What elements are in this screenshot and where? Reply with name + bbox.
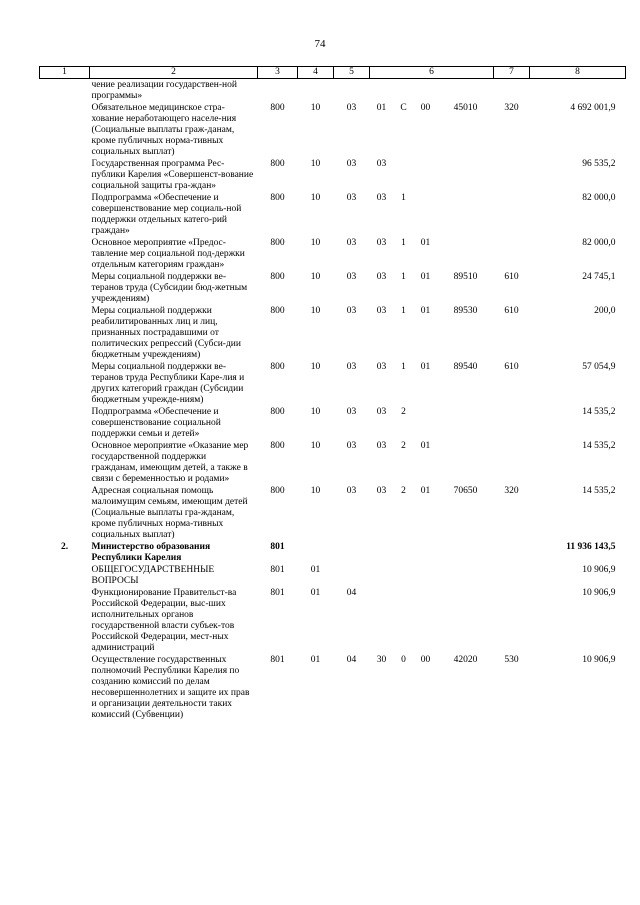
row-amount: 57 054,9: [582, 362, 616, 372]
page-number: 74: [314, 38, 326, 50]
row-subsection-code: 04: [346, 588, 357, 598]
table-row: [40, 79, 626, 103]
header-col-5: 5: [334, 67, 370, 79]
row-target-direction: 89510: [453, 272, 478, 282]
row-name: Основное мероприятие «Предос-тавление мер социальной под-держки отдельным категориям граждан»: [91, 238, 245, 270]
table-row: [40, 541, 626, 564]
row-expense-type: [494, 192, 530, 237]
row-target-program: [370, 541, 394, 564]
row-section-code: 10: [310, 306, 321, 316]
row-index: [40, 564, 90, 587]
row-target-activity: 01: [420, 306, 431, 316]
row-ministry-code: 801: [270, 588, 285, 598]
row-target-program: 03: [376, 306, 387, 316]
budget-table: [39, 66, 626, 721]
row-target-direction: [438, 541, 494, 564]
row-expense-type: [494, 237, 530, 271]
row-name: ОБЩЕГОСУДАРСТВЕННЫЕ ВОПРОСЫ: [91, 565, 215, 586]
row-subsection-code: 03: [346, 193, 357, 203]
row-target-activity: 01: [420, 441, 431, 451]
row-section-code: 10: [310, 362, 321, 372]
row-index: [40, 237, 90, 271]
row-index: [40, 440, 90, 485]
row-ministry-code: 800: [270, 407, 285, 417]
row-target-program: 03: [376, 238, 387, 248]
row-subsection-code: 04: [346, 655, 357, 665]
row-section-code: [298, 541, 334, 564]
row-amount: 200,0: [594, 306, 616, 316]
table-row: [40, 440, 626, 485]
row-section-code: 10: [310, 159, 321, 169]
row-expense-type: [494, 564, 530, 587]
table-row: [40, 158, 626, 192]
row-index: 2.: [60, 542, 69, 552]
header-col-2: 2: [90, 67, 258, 79]
row-expense-type: [494, 541, 530, 564]
row-target-direction: [438, 406, 494, 440]
row-subsection-code: 03: [346, 238, 357, 248]
row-subsection-code: 03: [346, 306, 357, 316]
table-row: [40, 361, 626, 406]
row-section-code: 10: [310, 407, 321, 417]
row-amount: 10 906,9: [582, 565, 616, 575]
row-target-activity: 01: [420, 272, 431, 282]
header-col-7: 7: [494, 67, 530, 79]
row-target-direction: 89530: [453, 306, 478, 316]
row-subsection-code: 03: [346, 272, 357, 282]
row-expense-type: [494, 587, 530, 654]
row-amount: 14 535,2: [582, 441, 616, 451]
row-target-activity: [414, 79, 438, 103]
row-name: чение реализации государствен-ной программы»: [91, 80, 237, 101]
table-row: [40, 654, 626, 721]
row-target-program: 03: [376, 193, 387, 203]
row-amount: 10 906,9: [582, 655, 616, 665]
table-body: [40, 79, 626, 722]
row-ministry-code: 800: [270, 103, 285, 113]
row-target-program: 03: [376, 486, 387, 496]
row-target-subprogram: [394, 158, 414, 192]
row-target-subprogram: С: [400, 103, 407, 113]
row-section-code: 10: [310, 238, 321, 248]
table-header: [40, 67, 626, 79]
row-target-program: 01: [376, 103, 387, 113]
row-target-subprogram: 1: [401, 193, 406, 203]
row-target-program: [370, 79, 394, 103]
row-ministry-code: 800: [270, 272, 285, 282]
row-subsection-code: [334, 564, 370, 587]
row-target-program: 03: [376, 272, 387, 282]
row-target-subprogram: 0: [401, 655, 406, 665]
row-target-direction: [438, 79, 494, 103]
row-name: Обязательное медицинское стра-хование неработающего населе-ния (Социальные выплаты граж-данам, кроме публичных норма-тивных социальных выплат): [91, 103, 237, 157]
row-ministry-code: 801: [270, 565, 285, 575]
row-expense-type: [494, 406, 530, 440]
row-target-direction: 45010: [453, 103, 478, 113]
header-col-3: 3: [258, 67, 298, 79]
row-target-subprogram: 1: [401, 306, 406, 316]
row-subsection-code: 03: [346, 103, 357, 113]
row-target-program: 03: [376, 159, 387, 169]
row-name: Министерство образования Республики Карелия: [91, 542, 211, 563]
row-expense-type: [494, 79, 530, 103]
row-name: Меры социальной поддержки ве-теранов труда Республики Каре-лия и других категорий граждан (Субсидии бюджетным учрежде-ниям): [91, 362, 245, 405]
row-ministry-code: 800: [270, 159, 285, 169]
row-subsection-code: 03: [346, 486, 357, 496]
row-target-program: [370, 564, 394, 587]
row-name: Меры социальной поддержки реабилитированных лиц и лиц, признанных пострадавшими от политических репрессий (Субси-дии бюджетным учреждениям): [91, 306, 241, 360]
row-section-code: 01: [310, 588, 321, 598]
row-section-code: 10: [310, 486, 321, 496]
row-target-direction: [438, 237, 494, 271]
row-target-direction: [438, 192, 494, 237]
row-name: Осуществление государственных полномочий Республики Карелия по созданию комиссий по делам несовершеннолетних и защите их прав и организации деятельности таких комиссий (Субвенции): [91, 655, 250, 720]
row-index: [40, 406, 90, 440]
row-section-code: 10: [310, 272, 321, 282]
row-target-program: 30: [376, 655, 387, 665]
row-ministry-code: 800: [270, 193, 285, 203]
row-target-direction: 70650: [453, 486, 478, 496]
row-amount: 82 000,0: [582, 238, 616, 248]
row-amount: 14 535,2: [582, 407, 616, 417]
row-expense-type: 320: [504, 103, 519, 113]
row-amount: 10 906,9: [582, 588, 616, 598]
row-target-activity: 00: [420, 655, 431, 665]
row-target-activity: 01: [420, 238, 431, 248]
row-target-subprogram: [394, 587, 414, 654]
row-ministry-code: 800: [270, 486, 285, 496]
row-ministry-code: 801: [270, 655, 285, 665]
row-ministry-code: [258, 79, 298, 103]
row-subsection-code: [334, 541, 370, 564]
row-target-direction: [438, 158, 494, 192]
row-index: [40, 79, 90, 103]
row-expense-type: 610: [504, 272, 519, 282]
row-target-direction: 89540: [453, 362, 478, 372]
row-target-subprogram: 2: [401, 407, 406, 417]
row-target-activity: [414, 192, 438, 237]
row-index: [40, 192, 90, 237]
row-ministry-code: 800: [270, 441, 285, 451]
row-target-activity: [414, 541, 438, 564]
row-name: Подпрограмма «Обеспечение и совершенствование социальной поддержки семьи и детей»: [91, 407, 221, 439]
row-section-code: 10: [310, 103, 321, 113]
header-col-8: 8: [530, 67, 626, 79]
row-amount: 24 745,1: [582, 272, 616, 282]
row-ministry-code: 800: [270, 306, 285, 316]
table-row: [40, 237, 626, 271]
row-index: [40, 271, 90, 305]
row-name: Функционирование Правительст-ва Российской Федерации, выс-ших исполнительных органов государственной власти субъек-тов Российской Федерации, мест-ных администраций: [91, 588, 237, 653]
row-amount: 11 936 143,5: [566, 542, 616, 552]
row-target-direction: [438, 564, 494, 587]
row-target-program: [370, 587, 394, 654]
table-row: [40, 406, 626, 440]
table-row: [40, 271, 626, 305]
row-subsection-code: 03: [346, 441, 357, 451]
row-amount: 96 535,2: [582, 159, 616, 169]
row-expense-type: 320: [504, 486, 519, 496]
row-target-program: 03: [376, 441, 387, 451]
table-row: [40, 564, 626, 587]
row-target-subprogram: 2: [401, 486, 406, 496]
row-section-code: 01: [310, 565, 321, 575]
row-index: [40, 654, 90, 721]
row-target-subprogram: 1: [401, 272, 406, 282]
row-index: [40, 361, 90, 406]
row-target-subprogram: 2: [401, 441, 406, 451]
row-name: Государственная программа Рес-публики Карелия «Совершенст-вование социальной защиты гра-ждан»: [91, 159, 254, 191]
row-ministry-code: 800: [270, 238, 285, 248]
header-col-1: 1: [40, 67, 90, 79]
row-target-program: 03: [376, 407, 387, 417]
row-index: [40, 587, 90, 654]
row-expense-type: 610: [504, 362, 519, 372]
row-target-activity: [414, 158, 438, 192]
header-col-6: 6: [370, 67, 494, 79]
row-target-activity: [414, 564, 438, 587]
row-section-code: [298, 79, 334, 103]
row-index: [40, 102, 90, 158]
row-amount: [530, 79, 626, 103]
row-name: Основное мероприятие «Оказание мер государственной поддержки гражданам, имеющим детей, а также в связи с беременностью и родами»: [91, 441, 249, 484]
row-subsection-code: 03: [346, 407, 357, 417]
row-target-subprogram: [394, 79, 414, 103]
row-target-subprogram: 1: [401, 362, 406, 372]
row-name: Меры социальной поддержки ве-теранов труда (Субсидии бюд-жетным учреждениям): [91, 272, 248, 304]
row-index: [40, 305, 90, 361]
row-target-subprogram: [394, 564, 414, 587]
table-row: [40, 485, 626, 541]
row-target-activity: 00: [420, 103, 431, 113]
row-amount: 14 535,2: [582, 486, 616, 496]
table-row: [40, 305, 626, 361]
row-target-subprogram: [394, 541, 414, 564]
row-subsection-code: [334, 79, 370, 103]
table-row: [40, 587, 626, 654]
row-index: [40, 158, 90, 192]
row-target-activity: [414, 406, 438, 440]
row-section-code: 10: [310, 441, 321, 451]
row-expense-type: 610: [504, 306, 519, 316]
row-amount: 82 000,0: [582, 193, 616, 203]
row-ministry-code: 800: [270, 362, 285, 372]
row-name: Адресная социальная помощь малоимущим семьям, имеющим детей (Социальные выплаты гра-жданам, кроме публичных норма-тивных социальных выплат): [91, 486, 248, 540]
row-target-direction: [438, 587, 494, 654]
table-row: [40, 192, 626, 237]
row-subsection-code: 03: [346, 362, 357, 372]
row-target-activity: [414, 587, 438, 654]
header-col-4: 4: [298, 67, 334, 79]
row-target-direction: 42020: [453, 655, 478, 665]
row-expense-type: [494, 158, 530, 192]
row-name: Подпрограмма «Обеспечение и совершенствование мер социаль-ной поддержки отдельных катего-рий граждан»: [91, 193, 242, 236]
row-index: [40, 485, 90, 541]
row-expense-type: 530: [504, 655, 519, 665]
row-section-code: 10: [310, 193, 321, 203]
table-row: [40, 102, 626, 158]
row-target-direction: [438, 440, 494, 485]
row-ministry-code: 801: [270, 542, 285, 552]
row-amount: 4 692 001,9: [570, 103, 616, 113]
row-subsection-code: 03: [346, 159, 357, 169]
row-target-activity: 01: [420, 486, 431, 496]
row-target-subprogram: 1: [401, 238, 406, 248]
row-target-activity: 01: [420, 362, 431, 372]
row-section-code: 01: [310, 655, 321, 665]
row-expense-type: [494, 440, 530, 485]
row-target-program: 03: [376, 362, 387, 372]
